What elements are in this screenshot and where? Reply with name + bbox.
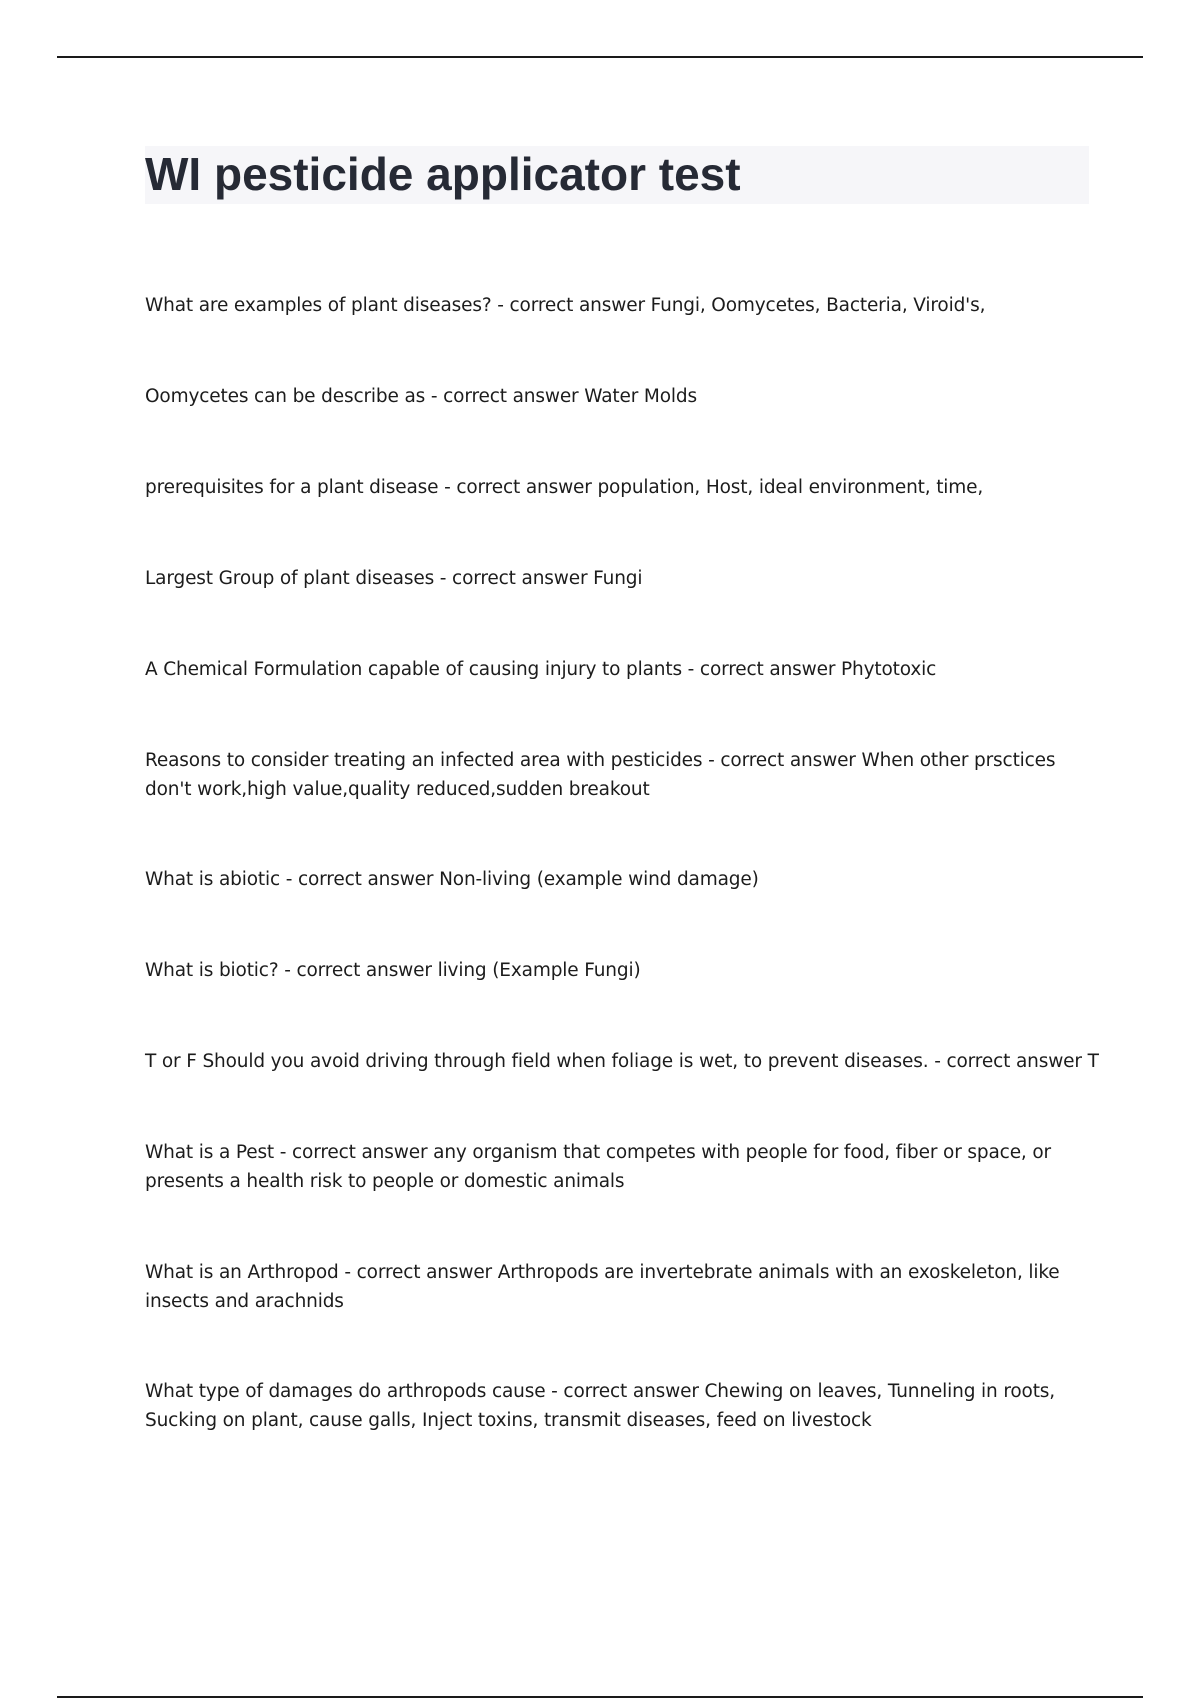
qa-item: What is a Pest - correct answer any organism that competes with people for food, fiber or space, or presents a health risk to people or domestic animals (145, 1142, 1052, 1192)
qa-item: What is abiotic - correct answer Non-living (example wind damage) (145, 869, 759, 890)
qa-item: What type of damages do arthropods cause - correct answer Chewing on leaves, Tunneling in roots, Sucking on plant, cause galls, Inject toxins, transmit diseases, feed on livestock (145, 1381, 1056, 1431)
page-title: WI pesticide applicator test (145, 148, 741, 200)
qa-item: What is an Arthropod - correct answer Arthropods are invertebrate animals with an exoskeleton, like insects and arachnids (145, 1262, 1060, 1312)
qa-item: What is biotic? - correct answer living (Example Fungi) (145, 960, 641, 981)
qa-item: Oomycetes can be describe as - correct answer Water Molds (145, 386, 697, 407)
bottom-rule (57, 1696, 1143, 1698)
qa-item: What are examples of plant diseases? - correct answer Fungi, Oomycetes, Bacteria, Viroid's, (145, 295, 986, 316)
top-rule (57, 56, 1143, 58)
qa-item: T or F Should you avoid driving through field when foliage is wet, to prevent diseases. - correct answer T (145, 1051, 1099, 1072)
qa-item: A Chemical Formulation capable of causing injury to plants - correct answer Phytotoxic (145, 659, 937, 680)
qa-item: prerequisites for a plant disease - correct answer population, Host, ideal environment, time, (145, 477, 984, 498)
qa-item: Reasons to consider treating an infected area with pesticides - correct answer When other prsctices don't work,high value,quality reduced,sudden breakout (145, 750, 1056, 800)
qa-item: Largest Group of plant diseases - correct answer Fungi (145, 568, 643, 589)
